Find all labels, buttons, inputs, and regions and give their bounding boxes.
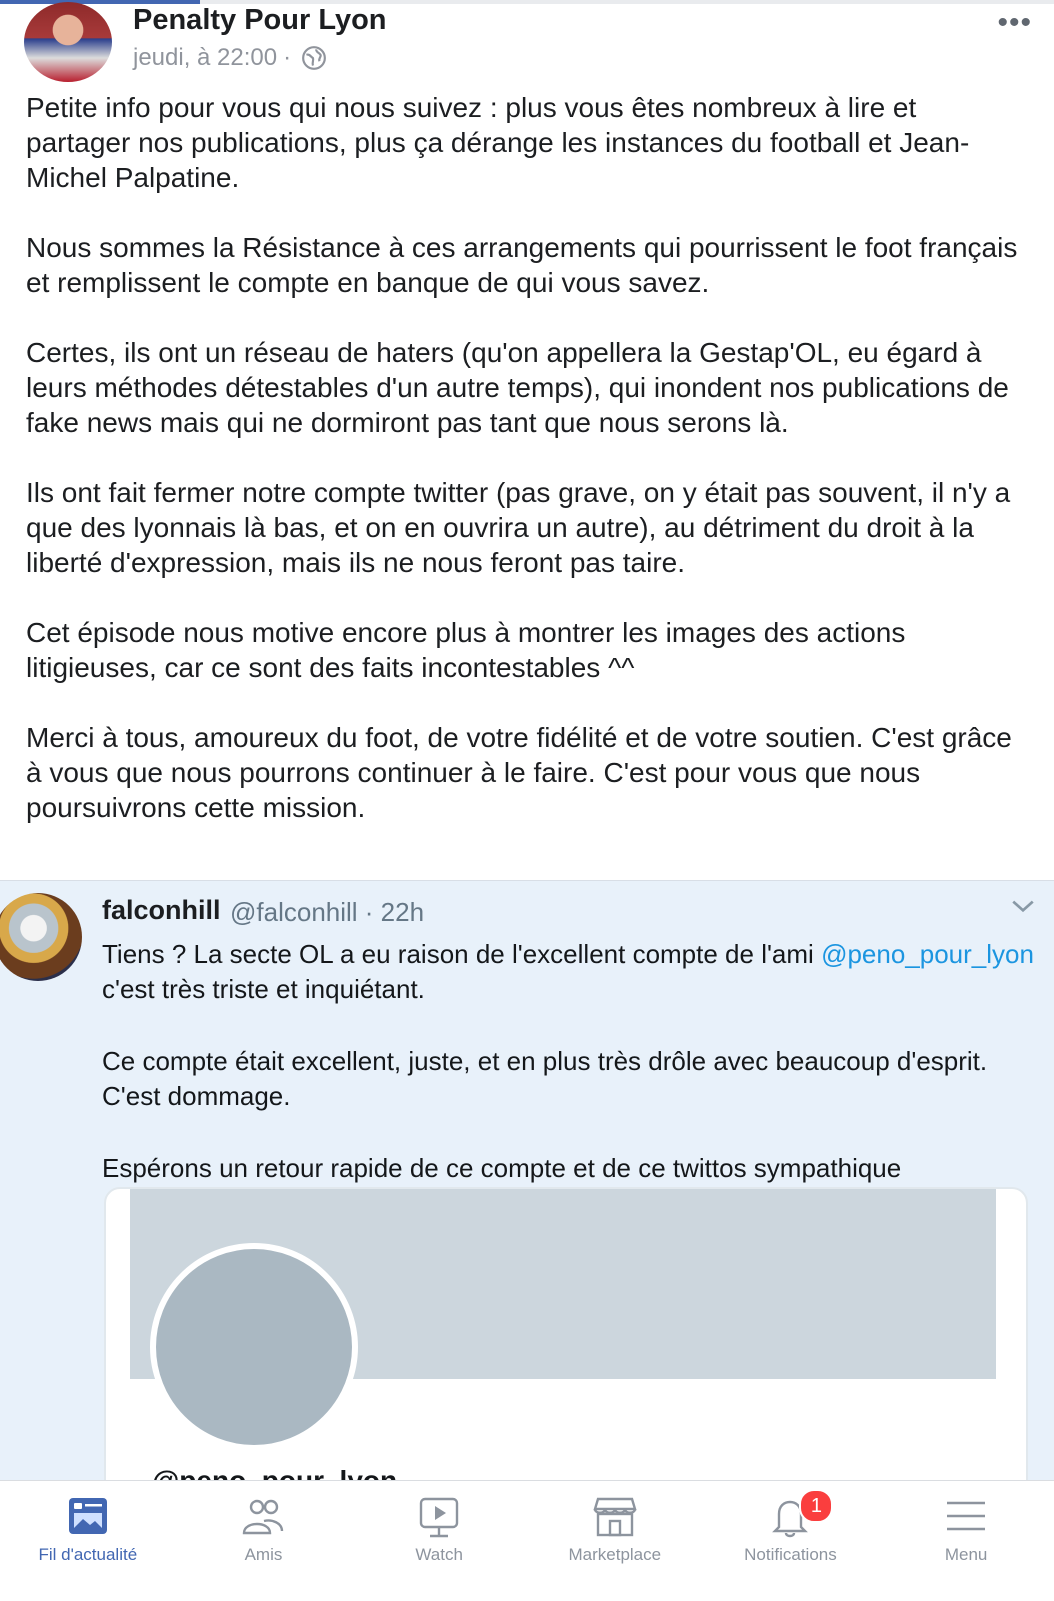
post-paragraph: Cet épisode nous motive encore plus à montrer les images des actions litigieuses, car ce sont des faits incontestables ^^ bbox=[26, 617, 906, 683]
tweet-text: c'est très triste et inquiétant. bbox=[102, 974, 425, 1004]
tweet-paragraph bbox=[102, 937, 1042, 1007]
bottom-nav bbox=[0, 1480, 1054, 1601]
news-feed-icon bbox=[65, 1495, 111, 1539]
tweet-paragraph: Ce compte était excellent, juste, et en plus très drôle avec beaucoup d'esprit. C'est dommage. bbox=[102, 1046, 988, 1111]
more-options-icon[interactable]: ••• bbox=[997, 6, 1032, 39]
post-paragraph: Merci à tous, amoureux du foot, de votre fidélité et de votre soutien. C'est grâce à vous que nous pourrons continuer à le faire. C'est pour vous que nous poursuivrons cette mission. bbox=[26, 722, 1012, 823]
nav-label: Fil d'actualité bbox=[38, 1545, 138, 1564]
post-timestamp[interactable]: jeudi, à 22:00 bbox=[133, 44, 278, 71]
tweet-text: Tiens ? La secte OL a eu raison de l'excellent compte de l'ami bbox=[102, 939, 822, 969]
notification-badge: 1 bbox=[799, 1489, 833, 1523]
nav-label: Menu bbox=[944, 1545, 988, 1564]
nav-label: Watch bbox=[415, 1545, 463, 1564]
page-avatar[interactable] bbox=[24, 2, 112, 82]
tweet-screenshot[interactable] bbox=[0, 880, 1054, 1501]
profile-card bbox=[104, 1187, 1028, 1501]
nav-friends[interactable] bbox=[188, 1481, 338, 1601]
post-paragraph: Ils ont fait fermer notre compte twitter (pas grave, on y était pas souvent, il n'y a que des lyonnais là bas, et on en ouvrira un autre), au détriment du droit à la liberté d'expression, mais ils ne nous feront pas taire. bbox=[26, 477, 1011, 578]
marketplace-icon bbox=[592, 1495, 638, 1539]
post-paragraph: Petite info pour vous qui nous suivez : plus vous êtes nombreux à lire et partager nos publications, plus ça dérange les instances du football et Jean-Michel Palpatine. bbox=[26, 92, 970, 193]
post-paragraph: Certes, ils ont un réseau de haters (qu'on appellera la Gestap'OL, eu égard à leurs méthodes détestables d'un autre temps), qui inondent nos publications de fake news mais qui ne dormiront pas tant que nous serons là. bbox=[26, 337, 1009, 438]
page-name[interactable]: Penalty Pour Lyon bbox=[133, 4, 387, 36]
tweet-handle-time: @falconhill · 22h bbox=[230, 897, 425, 927]
hamburger-icon bbox=[943, 1495, 989, 1539]
watch-icon bbox=[416, 1495, 462, 1539]
post-paragraph: Nous sommes la Résistance à ces arrangements qui pourrissent le foot français et remplissent le compte en banque de qui vous savez. bbox=[26, 232, 1018, 298]
nav-news-feed[interactable] bbox=[13, 1481, 163, 1601]
tweet-author-name: falconhill bbox=[102, 895, 221, 925]
tweet-paragraph: Espérons un retour rapide de ce compte et de ce twittos sympathique bbox=[102, 1153, 902, 1183]
meta-separator: · bbox=[283, 44, 292, 71]
globe-icon bbox=[301, 45, 327, 71]
friends-icon bbox=[240, 1495, 286, 1539]
nav-menu[interactable] bbox=[891, 1481, 1041, 1601]
nav-marketplace[interactable] bbox=[540, 1481, 690, 1601]
post-meta bbox=[133, 42, 327, 74]
nav-label: Amis bbox=[244, 1545, 283, 1564]
nav-watch[interactable] bbox=[364, 1481, 514, 1601]
tweet-body bbox=[102, 937, 1042, 1223]
nav-label: Notifications bbox=[744, 1545, 837, 1564]
tweet-mention: @peno_pour_lyon bbox=[821, 939, 1034, 969]
nav-label: Marketplace bbox=[568, 1545, 662, 1564]
post-text bbox=[26, 90, 1026, 860]
chevron-down-icon bbox=[1010, 893, 1036, 919]
nav-notifications[interactable] bbox=[715, 1481, 865, 1601]
profile-avatar-placeholder bbox=[150, 1243, 358, 1451]
tweet-avatar bbox=[0, 893, 82, 981]
